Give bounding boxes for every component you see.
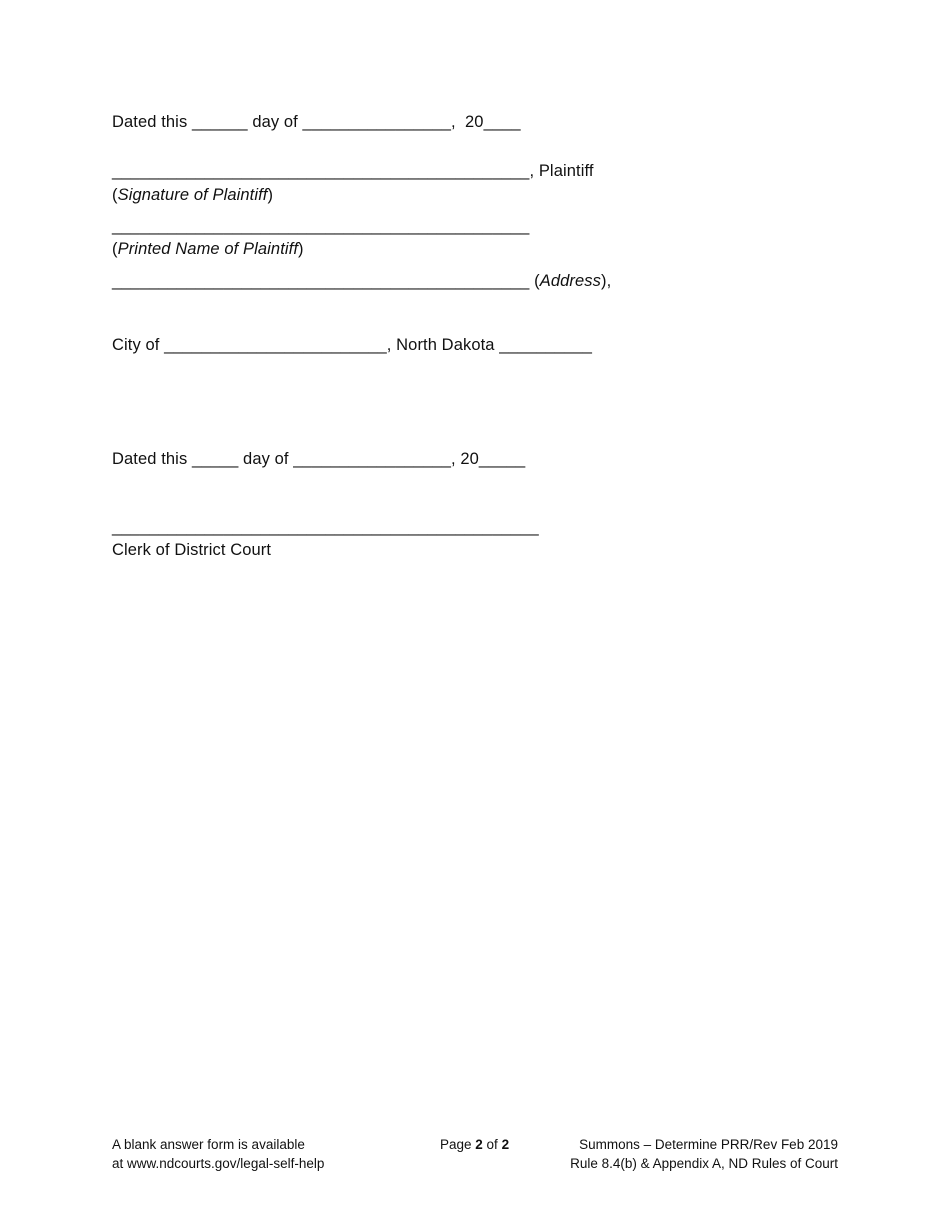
footer-right-line2: Rule 8.4(b) & Appendix A, ND Rules of Court <box>570 1156 838 1171</box>
footer-right-line1: Summons – Determine PRR/Rev Feb 2019 <box>579 1137 838 1152</box>
printed-name-caption-text: Printed Name of Plaintiff <box>117 240 299 258</box>
city-line: City of ________________________, North Dakota __________ <box>112 336 593 354</box>
printed-name-blank: _____________________________________________ <box>112 217 530 235</box>
clerk-signature-blank: ______________________________________________ <box>112 518 539 536</box>
page-total: 2 <box>501 1137 510 1152</box>
footer-left-line1: A blank answer form is available <box>112 1137 305 1152</box>
page-of: of <box>482 1137 502 1152</box>
page-number <box>440 1137 509 1152</box>
signature-caption-text: Signature of Plaintiff <box>117 186 268 204</box>
plaintiff-label: , Plaintiff <box>529 162 594 180</box>
signature-caption: (Signature of Plaintiff) <box>112 186 274 204</box>
plaintiff-signature-line <box>112 162 594 181</box>
signature-blank: _____________________________________________ <box>112 162 530 180</box>
printed-name-caption: (Printed Name of Plaintiff) <box>112 240 304 258</box>
address-caption: Address <box>539 272 601 290</box>
plaintiff-dated-line: Dated this ______ day of ________________, 20____ <box>112 113 521 131</box>
page-current: 2 <box>475 1137 483 1152</box>
clerk-caption: Clerk of District Court <box>112 541 272 559</box>
address-line: _____________________________________________ (Address), <box>112 272 612 290</box>
clerk-dated-line: Dated this _____ day of _________________, 20_____ <box>112 450 526 468</box>
footer-left-line2: at www.ndcourts.gov/legal-self-help <box>112 1156 325 1171</box>
page-prefix: Page <box>440 1137 476 1152</box>
address-blank: _____________________________________________ <box>112 272 530 290</box>
